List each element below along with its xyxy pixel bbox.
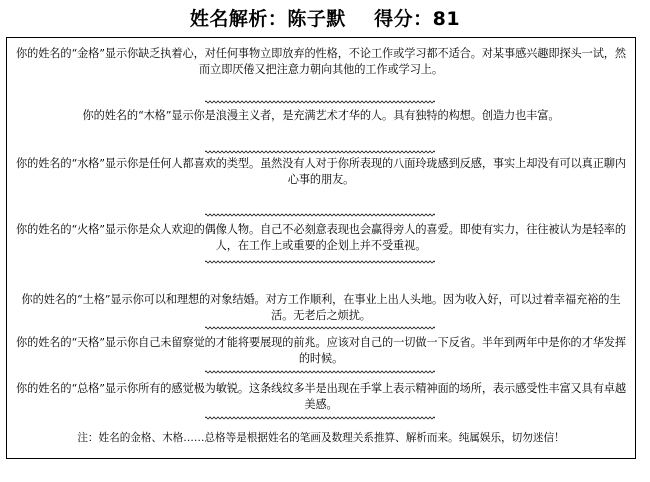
wavy-divider (205, 212, 435, 218)
wavy-divider (205, 325, 435, 331)
wavy-divider (205, 415, 435, 421)
section-water-grid: 你的姓名的“水格”显示你是任何人都喜欢的类型。虽然没有人对于你所表现的八面玲珑感到反感，事实上却没有可以真正聊内心事的朋友。 (16, 157, 626, 186)
disclaimer-note: 注：姓名的金格、木格……总格等是根据姓名的笔画及数理关系推算、解析而来。纯属娱乐，切勿迷信！ (77, 432, 565, 444)
section-heaven-grid: 你的姓名的“天格”显示你自己未留察觉的才能将要展现的前兆。应该对自己的一切做一下反省。半年到两年中是你的才华发挥的时候。 (16, 336, 626, 365)
score-value: 81 (432, 8, 461, 30)
title-name: 姓名解析：陈子默 (189, 8, 346, 30)
analysis-frame (6, 37, 636, 459)
section-total-grid: 你的姓名的“总格”显示你所有的感觉极为敏锐。这条线纹多半是出现在手掌上表示精神面的场所，表示感受性丰富又具有卓越美感。 (16, 382, 626, 411)
section-wood-grid: 你的姓名的“木格”显示你是浪漫主义者，是充满艺术才华的人。具有独特的构想。创造力也丰富。 (82, 109, 560, 122)
wavy-divider (205, 369, 435, 375)
wavy-divider (205, 99, 435, 105)
section-earth-grid: 你的姓名的“土格”显示你可以和理想的对象结婚。对方工作顺利，在事业上出人头地。因为收入好，可以过着幸福充裕的生活。无老后之烦扰。 (21, 293, 621, 322)
wavy-divider (205, 259, 435, 265)
section-fire-grid: 你的姓名的“火格”显示你是众人欢迎的偶像人物。自己不必刻意表现也会赢得旁人的喜爱。即使有实力，往往被认为是轻率的人，在工作上或重要的企划上并不受重视。 (16, 223, 626, 252)
score-label: 得分： (374, 8, 433, 30)
page-title (0, 4, 650, 31)
wavy-divider (205, 149, 435, 155)
section-metal-grid: 你的姓名的“金格”显示你缺乏执着心，对任何事物立即放弃的性格，不论工作或学习都不适合。对某事感兴趣即探头一试，然而立即厌倦又把注意力朝向其他的工作或学习上。 (16, 47, 626, 76)
